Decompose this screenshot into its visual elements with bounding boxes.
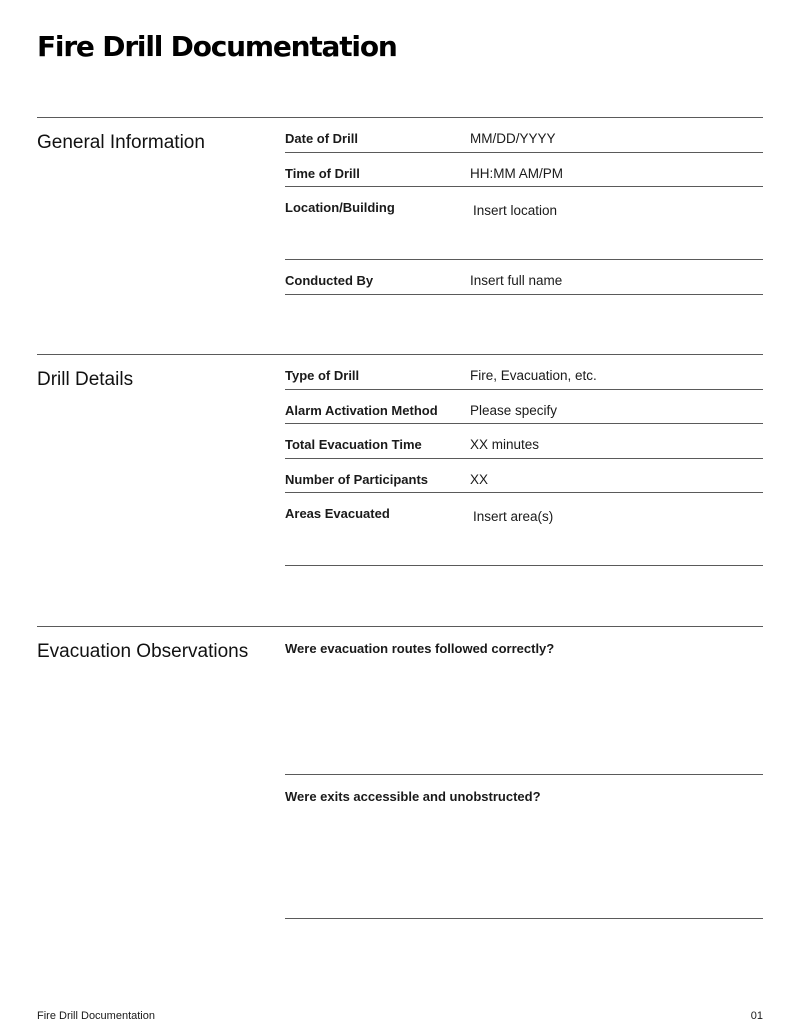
- field-label: Type of Drill: [285, 368, 360, 383]
- date-of-drill-field[interactable]: MM/DD/YYYY: [470, 131, 556, 146]
- question-evacuation-routes[interactable]: [285, 627, 763, 775]
- field-label: Alarm Activation Method: [285, 402, 438, 418]
- drill-details-section: [37, 354, 763, 572]
- field-row-date-of-drill: [285, 118, 763, 153]
- evacuation-observations-section: [37, 626, 763, 918]
- field-row-alarm-activation-method: [285, 390, 763, 425]
- time-of-drill-field[interactable]: HH:MM AM/PM: [470, 165, 563, 181]
- field-row-type-of-drill: [285, 355, 763, 390]
- footer-document-title: Fire Drill Documentation: [37, 1010, 155, 1022]
- section-heading-drill-details: Drill Details: [37, 369, 134, 390]
- section-heading-evacuation-observations: Evacuation Observations: [37, 641, 249, 662]
- page-title: Fire Drill Documentation: [37, 30, 397, 63]
- total-evacuation-time-field[interactable]: XX minutes: [470, 437, 540, 452]
- field-row-location-building: [285, 187, 763, 260]
- field-row-conducted-by: [285, 260, 763, 295]
- field-label: Location/Building: [285, 200, 395, 215]
- field-label: Areas Evacuated: [285, 506, 390, 521]
- alarm-activation-method-field[interactable]: Please specify: [470, 402, 558, 418]
- number-of-participants-field[interactable]: XX: [470, 471, 489, 487]
- question-exits-accessible[interactable]: [285, 775, 763, 919]
- field-label: Number of Participants: [285, 471, 429, 487]
- section-heading-general-information: General Information: [37, 132, 205, 153]
- field-row-areas-evacuated: [285, 493, 763, 566]
- drill-details-fields: [285, 355, 763, 566]
- question-text: Were exits accessible and unobstructed?: [285, 789, 541, 804]
- location-building-field[interactable]: Insert location: [473, 203, 558, 218]
- general-information-section: [37, 117, 763, 299]
- type-of-drill-field[interactable]: Fire, Evacuation, etc.: [470, 368, 597, 383]
- field-row-number-of-participants: [285, 459, 763, 494]
- areas-evacuated-field[interactable]: Insert area(s): [473, 509, 554, 524]
- field-row-time-of-drill: [285, 153, 763, 188]
- footer-page-number: 01: [750, 1010, 763, 1022]
- field-label: Time of Drill: [285, 165, 360, 181]
- evacuation-observations-fields: [285, 627, 763, 919]
- field-row-total-evacuation-time: [285, 424, 763, 459]
- general-information-fields: [285, 118, 763, 295]
- field-label: Conducted By: [285, 273, 374, 288]
- question-text: Were evacuation routes followed correctly?: [285, 641, 555, 656]
- conducted-by-field[interactable]: Insert full name: [470, 273, 563, 288]
- field-label: Total Evacuation Time: [285, 437, 422, 452]
- field-label: Date of Drill: [285, 131, 358, 146]
